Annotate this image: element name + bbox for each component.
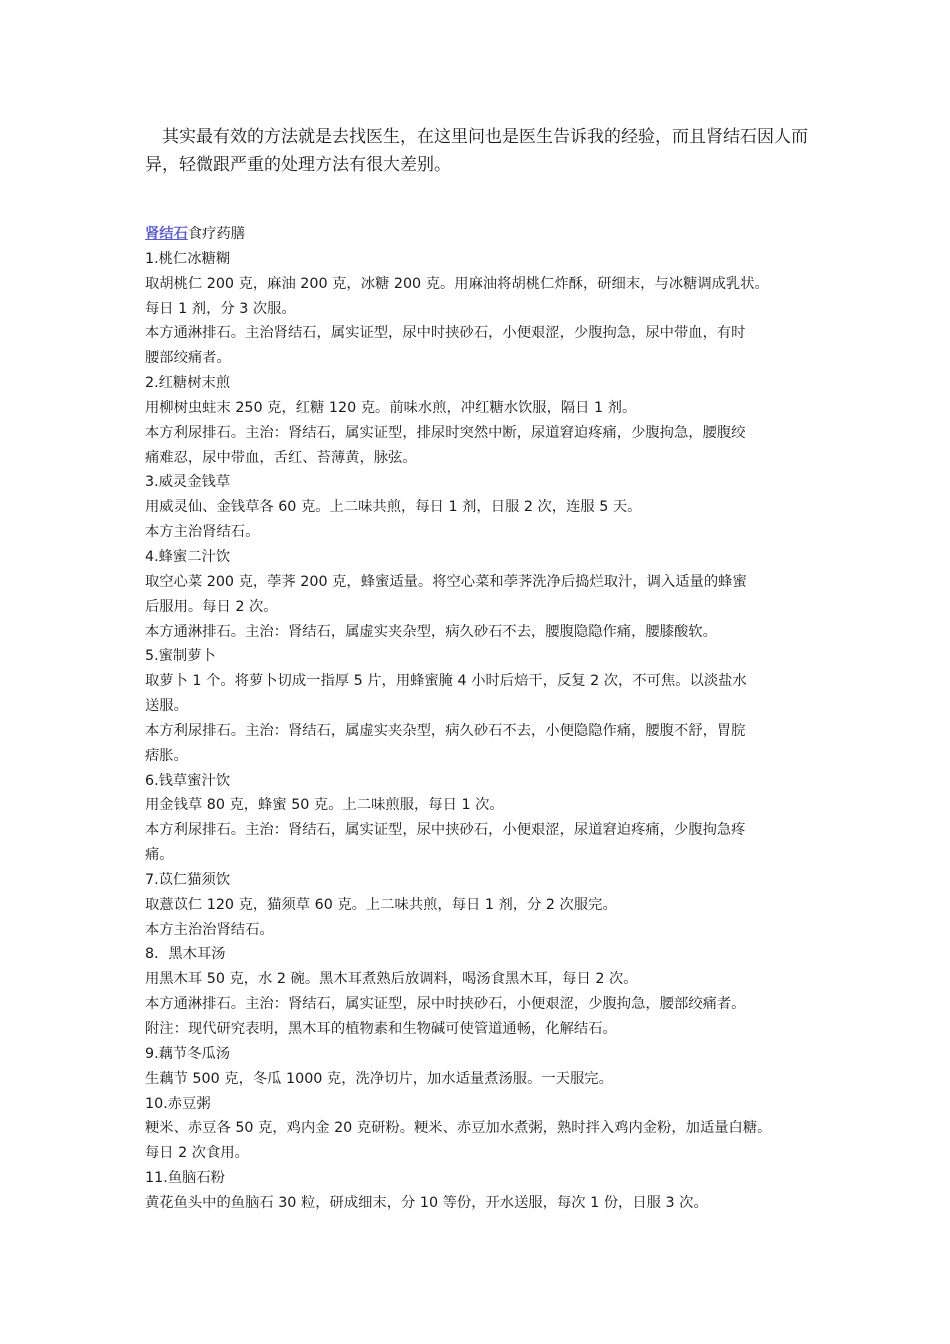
text-line: 用金钱草 80 克，蜂蜜 50 克。上二味煎服，每日 1 次。 xyxy=(145,797,504,814)
text-line: 后服用。每日 2 次。 xyxy=(145,598,278,615)
intro-paragraph: 其实最有效的方法就是去找医生，在这里问也是医生告诉我的经验，而且肾结石因人而异，轻微跟严重的处理方法有很大差别。 xyxy=(145,127,808,175)
text-line: 5.蜜制萝卜 xyxy=(145,648,216,665)
text-line: 每日 1 剂，分 3 次服。 xyxy=(145,300,296,317)
text-line: 8．黑木耳汤 xyxy=(145,946,226,963)
text-line: 7.苡仁猫须饮 xyxy=(145,871,231,888)
text-line: 本方主治治肾结石。 xyxy=(145,921,274,938)
text-line: 送服。 xyxy=(145,698,188,715)
text-line: 用黑木耳 50 克，水 2 碗。黑木耳煮熟后放调料，喝汤食黑木耳，每日 2 次。 xyxy=(145,971,638,988)
text-line: 本方通淋排石。主治：肾结石，属实证型，尿中时挟砂石，小便艰涩，少腹拘急，腰部绞痛者。 xyxy=(145,996,746,1013)
text-line: 痞胀。 xyxy=(145,747,188,764)
text-line: 本方通淋排石。主治：肾结石，属虚实夹杂型，病久砂石不去，腰腹隐隐作痛，腰膝酸软。 xyxy=(145,623,717,640)
text-line: 痛难忍，尿中带血，舌红、苔薄黄，脉弦。 xyxy=(145,449,417,466)
text-line: 取薏苡仁 120 克，猫须草 60 克。上二味共煎，每日 1 剂，分 2 次服完。 xyxy=(145,896,617,913)
text-line: 取萝卜 1 个。将萝卜切成一指厚 5 片，用蜂蜜腌 4 小时后焙干，反复 2 次，不可焦。以淡盐水 xyxy=(145,673,747,690)
text-line: 11.鱼脑石粉 xyxy=(145,1170,225,1187)
text-line: 1.桃仁冰糖糊 xyxy=(145,250,231,267)
text-line: 本方利尿排石。主治：肾结石，属实证型，尿中挟砂石，小便艰涩，尿道窘迫疼痛，少腹拘急疼 xyxy=(145,822,746,839)
section-heading xyxy=(145,222,825,247)
text-line: 本方利尿排石。主治：肾结石，属虚实夹杂型，病久砂石不去，小便隐隐作痛，腰腹不舒，胃脘 xyxy=(145,722,746,739)
text-line: 本方主治肾结石。 xyxy=(145,524,260,541)
text-line: 10.赤豆粥 xyxy=(145,1095,211,1112)
text-line: 2.红糖树末煎 xyxy=(145,375,231,392)
text-line: 附注：现代研究表明，黑木耳的植物素和生物碱可使管道通畅，化解结石。 xyxy=(145,1021,617,1037)
text-line: 取胡桃仁 200 克，麻油 200 克，冰糖 200 克。用麻油将胡桃仁炸酥，研细末，与冰糖调成乳状。 xyxy=(145,275,769,292)
recipe-lines xyxy=(145,247,825,1216)
text-line: 每日 2 次食用。 xyxy=(145,1145,249,1162)
text-line: 粳米、赤豆各 50 克，鸡内金 20 克研粉。粳米、赤豆加水煮粥，熟时拌入鸡内金粉，加适量白糖。 xyxy=(145,1120,772,1137)
text-line: 腰部绞痛者。 xyxy=(145,350,231,367)
text-line: 取空心菜 200 克，荸荠 200 克，蜂蜜适量。将空心菜和荸荠洗净后捣烂取汁，调入适量的蜂蜜 xyxy=(145,573,747,590)
kidney-stone-link[interactable]: 肾结石 xyxy=(145,226,188,242)
text-line: 本方利尿排石。主治：肾结石，属实证型，排尿时突然中断，尿道窘迫疼痛，少腹拘急，腰腹绞 xyxy=(145,424,746,441)
text-line: 用柳树虫蛀末 250 克，红糖 120 克。前味水煎，冲红糖水饮服，隔日 1 剂。 xyxy=(145,399,637,416)
text-line: 6.钱草蜜汁饮 xyxy=(145,772,231,789)
section-heading-rest: 食疗药膳 xyxy=(187,226,246,242)
text-line: 黄花鱼头中的鱼脑石 30 粒，研成细末，分 10 等份，开水送服，每次 1 份，日服 3 次。 xyxy=(145,1194,708,1211)
text-line: 生藕节 500 克，冬瓜 1000 克，洗净切片，加水适量煮汤服。一天服完。 xyxy=(145,1070,613,1087)
text-line: 本方通淋排石。主治肾结石，属实证型，尿中时挟砂石，小便艰涩，少腹拘急，尿中带血，有时 xyxy=(145,325,746,342)
text-line: 3.威灵金钱草 xyxy=(145,474,231,491)
text-line: 4.蜂蜜二汁饮 xyxy=(145,548,231,565)
text-line: 用威灵仙、金钱草各 60 克。上二味共煎，每日 1 剂，日服 2 次，连服 5 天。 xyxy=(145,499,642,516)
recipe-section xyxy=(145,222,825,1216)
text-line: 9.藕节冬瓜汤 xyxy=(145,1045,231,1062)
text-line: 痛。 xyxy=(145,847,174,864)
